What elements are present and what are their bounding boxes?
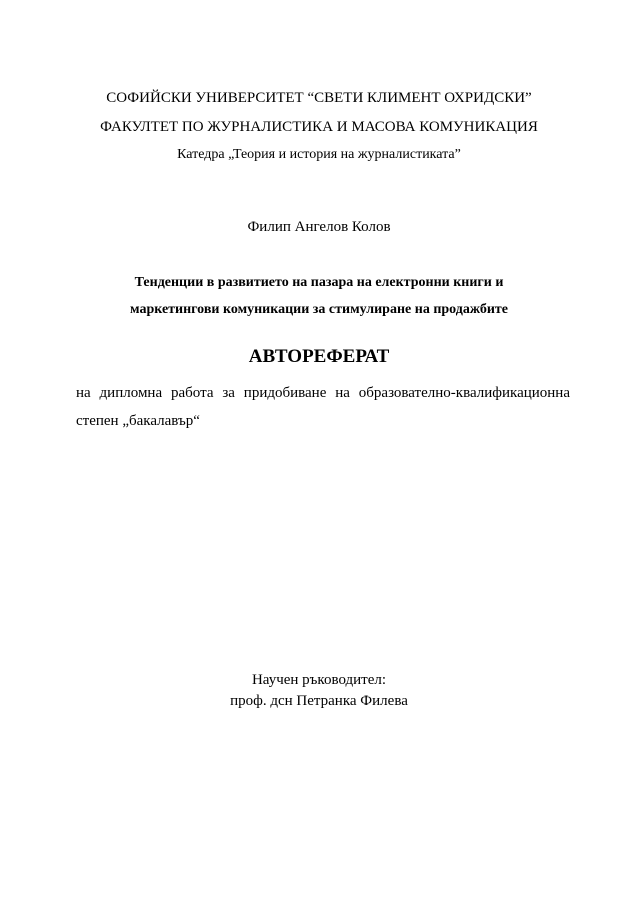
thesis-title-line-2: маркетингови комуникации за стимулиране на продажбите xyxy=(130,302,508,317)
purpose-line-2: степен „бакалавър“ xyxy=(76,413,200,429)
author-name: Филип Ангелов Колов xyxy=(247,219,391,235)
department-name: Катедра „Теория и история на журналистиката” xyxy=(177,147,461,162)
thesis-title-line-1: Тенденции в развитието на пазара на електронни книги и xyxy=(134,275,504,290)
faculty-name: ФАКУЛТЕТ ПО ЖУРНАЛИСТИКА И МАСОВА КОМУНИКАЦИЯ xyxy=(100,119,538,135)
university-name: СОФИЙСКИ УНИВЕРСИТЕТ “СВЕТИ КЛИМЕНТ ОХРИДСКИ” xyxy=(106,90,532,106)
advisor-label: Научен ръководител: xyxy=(251,672,387,688)
purpose-line-1: на дипломна работа за придобиване на образователно-квалификационна xyxy=(76,385,570,401)
advisor-name: проф. дсн Петранка Филева xyxy=(230,693,408,709)
document-type-heading: АВТОРЕФЕРАТ xyxy=(248,346,390,367)
